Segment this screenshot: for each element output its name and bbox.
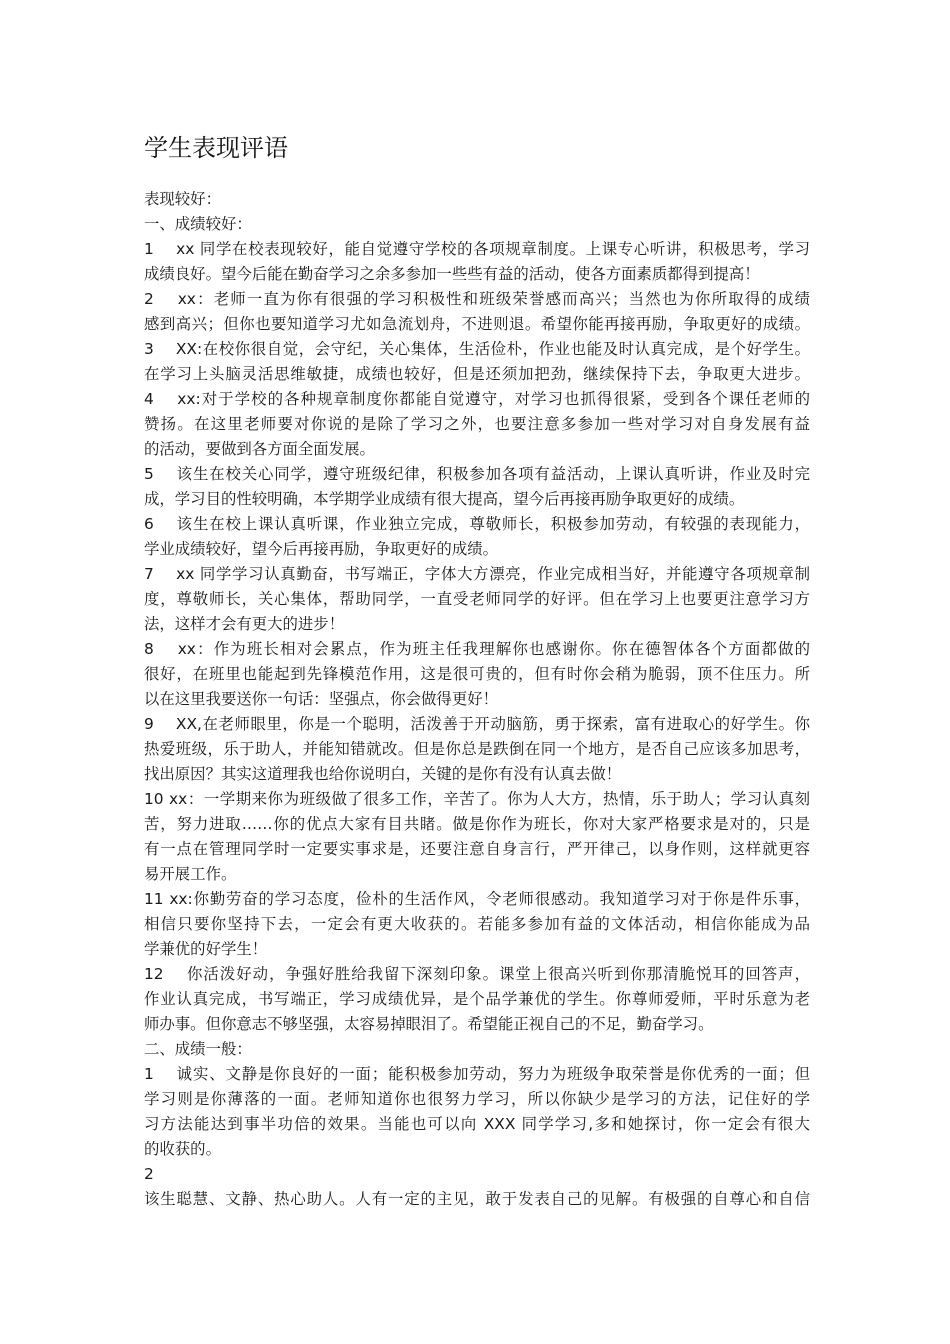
text-line: 7 xx 同学学习认真勤奋，书写端正，字体大方漂亮，作业完成相当好，并能遵守各项规章制 <box>144 565 810 583</box>
text-line: 12 你活泼好动，争强好胜给我留下深刻印象。课堂上很高兴听到你那清脆悦耳的回答声， <box>144 965 810 983</box>
text-line: 9 XX,在老师眼里，你是一个聪明，活泼善于开动脑筋，勇于探索，富有进取心的好学生。你 <box>144 715 810 733</box>
text-line: 找出原因？其实这道理我也给你说明白，关键的是你有没有认真去做！ <box>144 765 622 783</box>
text-line: 以在这里我要送你一句话：坚强点，你会做得更好！ <box>144 690 498 708</box>
text-line: 的收获的。 <box>144 1140 221 1158</box>
text-line: 有一点在管理同学时一定要实事求是，还要注意自身言行，严开律己，以身作则，这样就更容 <box>144 840 810 858</box>
text-line: 法，这样才会有更大的进步！ <box>144 615 345 633</box>
text-line: 在学习上头脑灵活思维敏捷，成绩也较好，但是还须加把劲，继续保持下去，争取更大进步。 <box>144 365 810 383</box>
text-line: 师办事。但你意志不够坚强，太容易掉眼泪了。希望能正视自己的不足，勤奋学习。 <box>144 1015 714 1033</box>
text-line: 学兼优的好学生！ <box>144 940 268 958</box>
text-line: 感到高兴；但你也要知道学习尤如急流划舟，不进则退。希望你能再接再励，争取更好的成绩。 <box>144 315 810 333</box>
text-line: 热爱班级，乐于助人，并能知错就改。但是你总是跌倒在同一个地方，是否自己应该多加思考， <box>144 740 810 758</box>
document-title: 学生表现评语 <box>144 134 288 162</box>
text-line: 10 xx：一学期来你为班级做了很多工作，辛苦了。你为人大方，热情，乐于助人；学习认真刻 <box>144 790 810 808</box>
text-line: 6 该生在校上课认真听课，作业独立完成，尊敬师长，积极参加劳动，有较强的表现能力， <box>144 515 810 533</box>
text-line: 该生聪慧、文静、热心助人。人有一定的主见，敢于发表自己的见解。有极强的自尊心和自信 <box>144 1190 810 1208</box>
text-line: 表现较好： <box>144 190 221 208</box>
text-line: 赞扬。在这里老师要对你说的是除了学习之外，也要注意多参加一些对学习对自身发展有益 <box>144 415 810 433</box>
text-line: 2 <box>144 1165 154 1183</box>
text-line: 1 xx 同学在校表现较好，能自觉遵守学校的各项规章制度。上课专心听讲，积极思考，学习 <box>144 240 810 258</box>
text-line: 很好，在班里也能起到先锋模范作用，这是很可贵的，但有时你会稍为脆弱，顶不住压力。所 <box>144 665 810 683</box>
text-line: 11 xx:你勤劳奋的学习态度，俭朴的生活作风，令老师很感动。我知道学习对于你是件乐事， <box>144 890 810 908</box>
text-line: 学习则是你薄落的一面。老师知道你也很努力学习，所以你缺少是学习的方法，记住好的学 <box>144 1090 810 1108</box>
text-line: 一、成绩较好： <box>144 215 252 233</box>
text-line: 成绩良好。望今后能在勤奋学习之余多参加一些些有益的活动，使各方面素质都得到提高！ <box>144 265 760 283</box>
text-line: 2 xx：老师一直为你有很强的学习积极性和班级荣誉感而高兴；当然也为你所取得的成绩 <box>144 290 810 308</box>
document-body <box>144 187 810 1212</box>
text-line: 的活动，要做到各方面全面发展。 <box>144 440 375 458</box>
text-line: 二、成绩一般： <box>144 1040 252 1058</box>
text-line: 相信只要你坚持下去，一定会有更大收获的。若能多参加有益的文体活动，相信你能成为品 <box>144 915 810 933</box>
text-line: 8 xx：作为班长相对会累点，作为班主任我理解你也感谢你。你在德智体各个方面都做的 <box>144 640 810 658</box>
text-line: 苦，努力进取……你的优点大家有目共睹。做是你作为班长，你对大家严格要求是对的，只是 <box>144 815 810 833</box>
text-line: 易开展工作。 <box>144 865 237 883</box>
text-line: 3 XX:在校你很自觉，会守纪，关心集体，生活俭朴，作业也能及时认真完成，是个好学生。 <box>144 340 810 358</box>
text-line: 习方法能达到事半功倍的效果。当能也可以向 XXX 同学学习,多和她探讨，你一定会有很大 <box>144 1115 810 1133</box>
text-line: 成，学习目的性较明确，本学期学业成绩有很大提高，望今后再接再励争取更好的成绩。 <box>144 490 745 508</box>
text-line: 1 诚实、文静是你良好的一面；能积极参加劳动，努力为班级争取荣誉是你优秀的一面；但 <box>144 1065 810 1083</box>
text-line: 度，尊敬师长，关心集体，帮助同学，一直受老师同学的好评。但在学习上也要更注意学习方 <box>144 590 810 608</box>
text-line: 4 xx:对于学校的各种规章制度你都能自觉遵守，对学习也抓得很紧，受到各个课任老师的 <box>144 390 810 408</box>
text-line: 5 该生在校关心同学，遵守班级纪律，积极参加各项有益活动，上课认真听讲，作业及时完 <box>144 465 810 483</box>
text-line: 作业认真完成，书写端正，学习成绩优异，是个品学兼优的学生。你尊师爱师，平时乐意为老 <box>144 990 810 1008</box>
document-page <box>144 0 810 1344</box>
text-line: 学业成绩较好，望今后再接再励，争取更好的成绩。 <box>144 540 498 558</box>
